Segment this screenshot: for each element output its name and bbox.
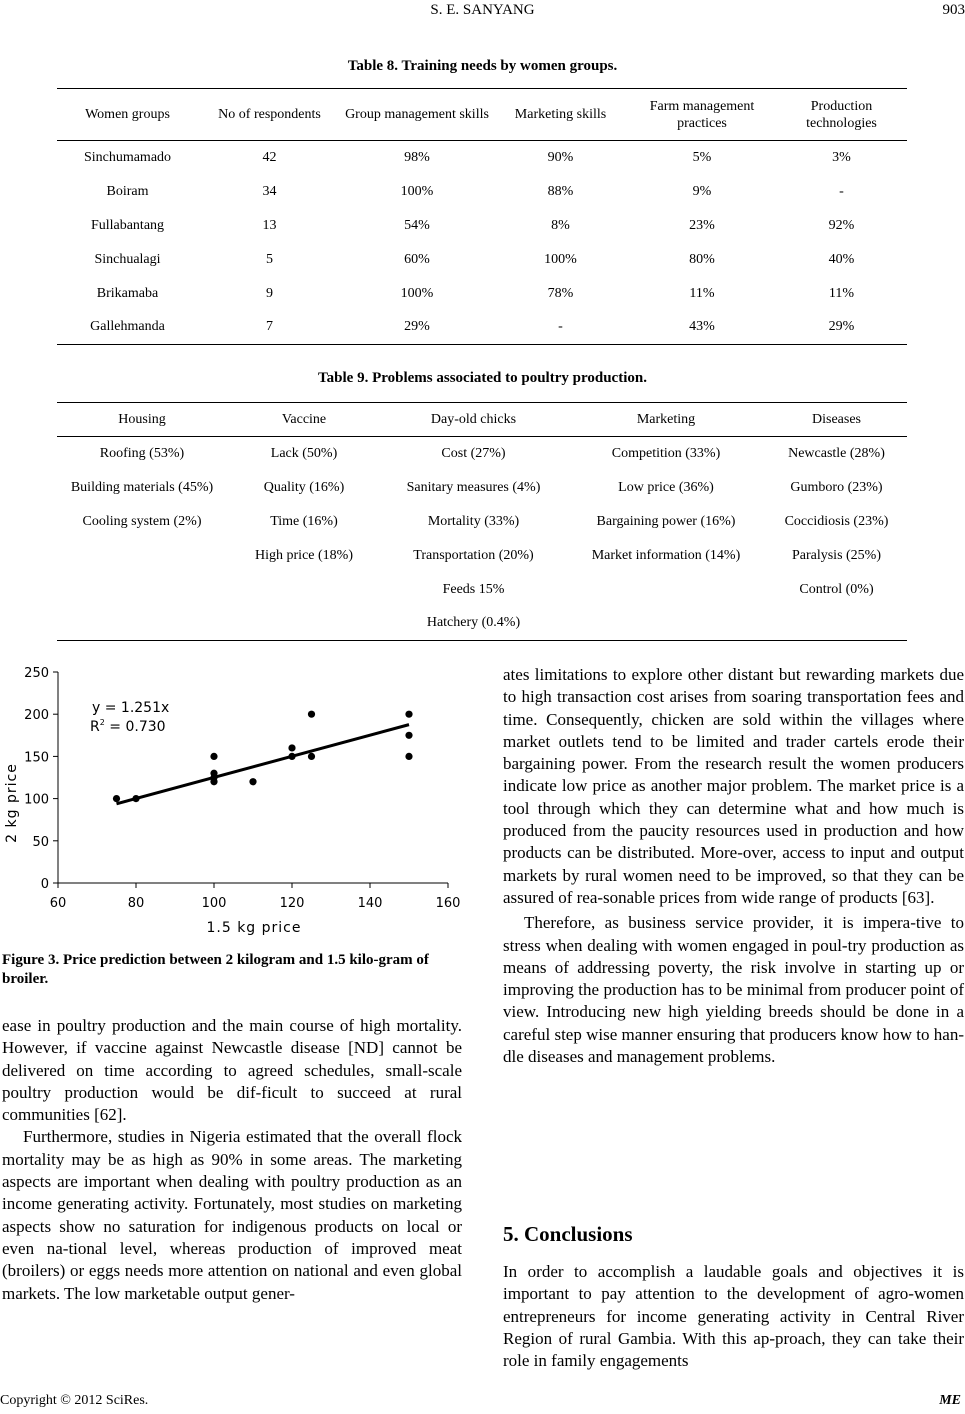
paragraph: Therefore, as business service provider, it is impera-tive to stress when dealing with women engaged in poul-try production as means of addressing poverty, the risk involve in starting up or improving the production has to be minimal from producer point of view. Introducing new high yielding breeds should be done in a careful step wise manner ensuring that producers know how to han-dle diseases and management problems. <box>503 913 964 1067</box>
table9-row <box>57 539 907 573</box>
table9-cell: Cost (27%) <box>441 445 506 461</box>
table8-cell: 42 <box>262 149 277 165</box>
table8-cell: 90% <box>547 149 574 165</box>
table9 <box>57 402 907 641</box>
y-tick-label: 100 <box>24 792 49 808</box>
data-point <box>249 778 256 785</box>
table9-header-cell: Marketing <box>636 412 696 427</box>
r-squared-label: $R^2 = 0.730$ <box>90 718 166 735</box>
right-column-text <box>503 664 964 1068</box>
table8-cell: Brikamaba <box>96 285 159 301</box>
table8-cell: 54% <box>404 217 430 233</box>
table9-cell <box>766 607 907 641</box>
table9-cell: Quality (16%) <box>263 479 345 495</box>
y-tick-label: 0 <box>40 877 49 892</box>
table9-header-cell: Diseases <box>812 412 861 427</box>
running-header-author: S. E. SANYANG <box>430 2 535 18</box>
x-tick-label: 140 <box>357 896 383 911</box>
y-tick-label: 50 <box>32 834 49 850</box>
table8-cell: 100% <box>544 251 577 267</box>
table8-cell: 43% <box>689 319 715 335</box>
data-point <box>405 711 412 718</box>
table8-header-cell: Production technologies <box>806 98 877 131</box>
table9-cell: Competition (33%) <box>611 445 721 461</box>
y-axis-label: 2 kg price <box>4 763 20 843</box>
table9-cell: Paralysis (25%) <box>791 547 882 563</box>
table9-cell <box>566 607 766 641</box>
table9-cell <box>57 607 227 641</box>
table9-cell: Low price (36%) <box>618 479 714 495</box>
data-point <box>288 753 295 760</box>
table8-cell: 88% <box>547 183 574 199</box>
table8-cell: 34 <box>262 183 277 199</box>
table8-cell: 11% <box>828 285 855 301</box>
x-tick-label: 160 <box>435 896 461 911</box>
table8-cell: 60% <box>404 251 430 267</box>
table8-cell: 98% <box>404 149 430 165</box>
table9-cell: Cooling system (2%) <box>82 513 202 529</box>
table8-cell: Sinchualagi <box>94 251 161 267</box>
page-number: 903 <box>942 2 965 18</box>
table8-header-cell: No of respondents <box>218 107 321 122</box>
table9-header-cell: Vaccine <box>281 412 327 427</box>
table8-cell: Fullabantang <box>90 217 165 233</box>
table9-row <box>57 573 907 607</box>
table8-header-cell: Group management skills <box>345 107 489 122</box>
table8-row <box>57 209 907 243</box>
table9-cell: Transportation (20%) <box>413 547 534 563</box>
table8-cell: 23% <box>689 217 715 233</box>
data-point <box>405 732 412 739</box>
table8-cell: 40% <box>828 251 855 267</box>
y-tick-label: 150 <box>24 750 49 766</box>
table8-row <box>57 243 907 277</box>
table8-cell: Boiram <box>106 183 149 199</box>
table8-row <box>57 175 907 209</box>
table9-row <box>57 471 907 505</box>
data-point <box>288 744 295 751</box>
table8-caption: Table 8. Training needs by women groups. <box>347 58 618 74</box>
table8-header-cell: Farm management practices <box>649 98 755 131</box>
table8-header-cell: Marketing skills <box>514 107 607 122</box>
x-axis-label: 1.5 kg price <box>206 920 302 936</box>
x-tick-label: 80 <box>127 896 145 911</box>
data-point <box>132 795 139 802</box>
table8-cell: 80% <box>689 251 715 267</box>
data-point <box>210 753 217 760</box>
footer-journal: ME <box>939 1393 961 1408</box>
table9-cell: Hatchery (0.4%) <box>426 615 521 631</box>
table9-cell: High price (18%) <box>255 547 353 563</box>
table8-cell: 8% <box>551 217 570 233</box>
paragraph: Furthermore, studies in Nigeria estimated that the overall flock mortality may be as high as 90% in some areas. The marketing aspects are important when dealing with poultry production as an income generating activity. Fortunately, most studies on marketing aspects show no saturation for indigenous products on local or even na-tional level, whereas production of improved meat (broilers) or eggs needs more attention on national and even global markets. The low marketable output gener- <box>2 1127 462 1303</box>
footer-copyright: Copyright © 2012 SciRes. <box>0 1393 149 1408</box>
table8-cell: 11% <box>689 285 715 301</box>
table8-row <box>57 311 907 345</box>
table9-row <box>57 437 907 471</box>
table9-cell: Time (16%) <box>270 513 338 529</box>
table8-cell: 92% <box>828 217 855 233</box>
table8-cell: 9% <box>692 183 712 199</box>
x-tick-label: 100 <box>201 896 227 911</box>
table9-cell <box>227 573 381 607</box>
table9-cell: Newcastle (28%) <box>788 445 885 461</box>
table9-cell: Gumboro (23%) <box>790 479 883 495</box>
table8-cell: 3% <box>832 149 851 165</box>
table9-row <box>57 505 907 539</box>
table9-caption: Table 9. Problems associated to poultry production. <box>318 370 647 386</box>
table8-cell: 100% <box>400 285 434 301</box>
table8-cell: 13 <box>262 217 277 233</box>
data-point <box>308 711 315 718</box>
table8-cell: Sinchumamado <box>83 149 172 165</box>
table9-cell <box>57 573 227 607</box>
table8-row <box>57 141 907 175</box>
table8-cell: - <box>558 319 563 335</box>
table9-cell: Lack (50%) <box>270 445 338 461</box>
section-heading: 5. Conclusions <box>503 1222 633 1246</box>
paragraph: ates limitations to explore other distant but rewarding markets due to high transaction cost arises from soaring transportation fees and time. Consequently, chicken are sold within the villages where market outlets tend to be limited and trader cartels erode their bargaining power. From the research result the women producers indicate low price as another major problem. The market price is a tool through which they can determine what and how much is produced from the paucity resources used in production and how products can be distributed. More-over, access to input and output markets by rural women need to be improved, so that they can be assured of rea-sonable prices from wide range of products [63]. <box>503 665 964 907</box>
table8-cell: 7 <box>266 319 273 335</box>
x-tick-label: 120 <box>279 896 305 911</box>
data-point <box>308 753 315 760</box>
right-column-text-conclusions <box>503 1261 964 1372</box>
figure3-caption: Figure 3. Price prediction between 2 kilogram and 1.5 kilo-gram of broiler. <box>2 952 429 987</box>
table9-cell: Roofing (53%) <box>99 445 185 461</box>
regression-equation: y = 1.251x <box>92 700 170 716</box>
paragraph: In order to accomplish a laudable goals and objectives it is important to pay attention to the development of agro-women entrepreneurs for income generating activity in Central River Region of rural Gambia. With this ap-proach, they can take their role in family engagements <box>503 1262 964 1371</box>
table9-cell: Control (0%) <box>799 581 874 597</box>
table9-cell: Coccidiosis (23%) <box>784 513 889 529</box>
table8 <box>57 88 907 345</box>
table9-cell: Market information (14%) <box>591 547 741 563</box>
table8-cell: - <box>839 183 844 199</box>
table8-cell: 29% <box>828 319 855 335</box>
y-tick-label: 200 <box>24 708 49 724</box>
table9-row <box>57 607 907 641</box>
table9-cell <box>227 607 381 641</box>
data-point <box>210 778 217 785</box>
table9-cell: Sanitary measures (4%) <box>406 479 541 495</box>
table9-cell: Mortality (33%) <box>427 513 520 529</box>
table8-cell: 5 <box>266 251 273 267</box>
table9-cell <box>566 573 766 607</box>
table9-cell <box>57 539 227 573</box>
table8-cell: Gallehmanda <box>90 319 165 335</box>
paragraph: ease in poultry production and the main course of high mortality. However, if vaccine against Newcastle disease [ND] cannot be delivered on time according to agreed schedules, small-scale poultry production would be dif-ficult to succeed at rural communities [62]. <box>2 1016 462 1125</box>
table9-header-cell: Day-old chicks <box>430 412 517 427</box>
left-column-text <box>2 1015 462 1305</box>
x-tick-label: 60 <box>49 896 67 911</box>
table8-header-cell: Women groups <box>85 107 170 122</box>
table8-cell: 5% <box>692 149 712 165</box>
trendline <box>117 725 410 804</box>
table8-row <box>57 277 907 311</box>
table8-cell: 100% <box>400 183 434 199</box>
table9-cell: Building materials (45%) <box>70 479 214 495</box>
table8-cell: 29% <box>404 319 430 335</box>
table9-header-cell: Housing <box>118 412 166 427</box>
table8-cell: 9 <box>266 285 273 301</box>
table8-cell: 78% <box>547 285 574 301</box>
data-point <box>405 753 412 760</box>
table9-cell: Bargaining power (16%) <box>596 513 736 529</box>
table9-cell: Feeds 15% <box>442 581 505 597</box>
y-tick-label: 250 <box>24 666 49 681</box>
figure3-scatter-chart <box>0 660 465 940</box>
data-point <box>113 795 120 802</box>
